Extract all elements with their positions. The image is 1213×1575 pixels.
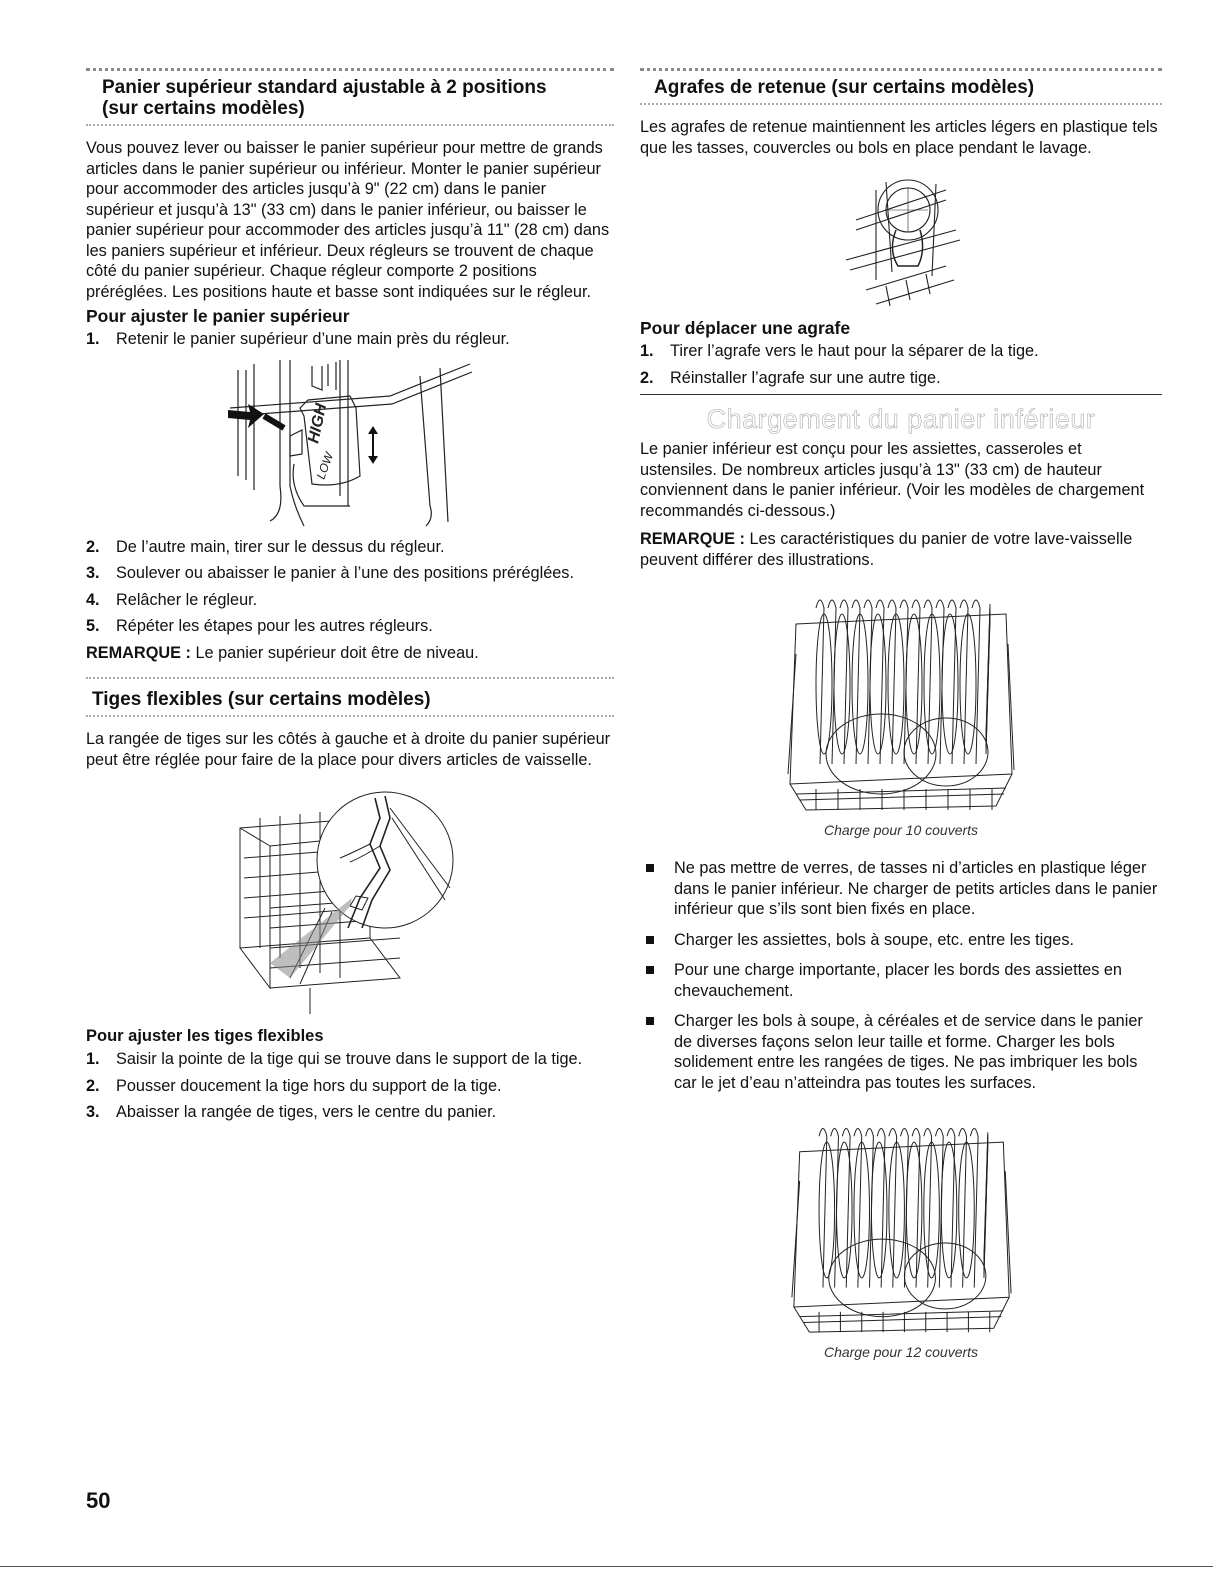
note-text: Les caractéristiques du panier de votre lave-vaisselle peuvent différer des illustrations.	[640, 530, 1133, 569]
section-bottom-rule	[86, 124, 614, 126]
note-niveau	[86, 643, 614, 664]
step-text: Saisir la pointe de la tige qui se trouve dans le support de la tige.	[116, 1050, 583, 1068]
rack-12-place-illustration	[779, 1113, 1024, 1338]
title-line-2: (sur certains modèles)	[102, 98, 305, 119]
step-item	[86, 563, 614, 584]
step-number: 2.	[86, 1076, 100, 1095]
step-text: Tirer l’agrafe vers le haut pour la séparer de la tige.	[670, 342, 1039, 360]
bullet-text: Pour une charge importante, placer les bords des assiettes en chevauchement.	[674, 961, 1122, 1000]
caption-10-couverts: Charge pour 10 couverts	[823, 822, 979, 838]
step-number: 4.	[86, 590, 100, 609]
bullet-icon	[646, 966, 654, 974]
step-text: Réinstaller l’agrafe sur une autre tige.	[670, 368, 941, 387]
page-number: 50	[86, 1488, 111, 1513]
bullet-item	[640, 858, 1162, 920]
body-agrafes: Les agrafes de retenue maintiennent les articles légers en plastique tels que les tasses, couvercles ou bols en place pendant le lavage.	[640, 118, 1158, 157]
loading-tips-list	[640, 858, 1162, 1093]
flexible-tines-illustration	[230, 788, 470, 1018]
note-text: Le panier supérieur doit être de niveau.	[190, 643, 479, 662]
step-text: Retenir le panier supérieur d’une main près du régleur.	[116, 330, 510, 348]
section-title-chargement: Chargement du panier inférieur	[706, 404, 1096, 434]
bullet-text: Ne pas mettre de verres, de tasses ni d’articles en plastique léger dans le panier inférieur. Ne charger de petits articles dans le panier inférieur que s’ils sont bien fixés en place.	[674, 859, 1158, 918]
step-item	[86, 1102, 614, 1123]
section-title-panier-superieur	[102, 77, 614, 119]
bullet-icon	[646, 936, 654, 944]
note-caracteristiques	[640, 529, 1162, 570]
step-number: 2.	[86, 537, 100, 556]
footer-rule	[0, 1566, 1213, 1567]
step-text: Abaisser la rangée de tiges, vers le centre du panier.	[116, 1103, 497, 1121]
section-top-rule	[86, 68, 614, 71]
step-item	[86, 537, 614, 558]
bullet-icon	[646, 1017, 654, 1025]
step-item	[640, 341, 1162, 362]
step-text: De l’autre main, tirer sur le dessus du régleur.	[116, 537, 445, 556]
note-label: REMARQUE :	[640, 530, 745, 548]
section-divider	[640, 394, 1162, 395]
step-number: 1.	[640, 342, 654, 360]
subtitle-deplacer-agrafe: Pour déplacer une agrafe	[640, 318, 851, 338]
step-number: 5.	[86, 617, 100, 635]
step-text: Relâcher le régleur.	[116, 590, 258, 609]
step-number: 3.	[86, 564, 100, 582]
rack-10-place-illustration	[776, 584, 1026, 816]
label-high: HIGH	[305, 401, 331, 445]
body-panier-superieur: Vous pouvez lever ou baisser le panier supérieur pour mettre de grands articles dans le panier supérieur ou inférieur. Monter le panier supérieur pour accommoder des articles jusqu’à 9" (22 cm) dans le panier supérieur et jusqu’à 13" (33 cm) dans le panier inférieur, ou baisser le panier supérieur pour accommoder des articles jusqu’à 11" (28 cm) dans les paniers supérieur et inférieur. Deux régleurs se trouvent de chaque côté du panier supérieur. Chaque régleur comporte 2 positions préréglées. Les positions haute et basse sont indiquées sur le régleur.	[86, 139, 610, 301]
step-item	[86, 590, 614, 611]
step-number: 2.	[640, 368, 654, 387]
body-chargement: Le panier inférieur est conçu pour les assiettes, casseroles et ustensiles. De nombreux articles jusqu’à 13" (33 cm) de hauteur conviennent dans le panier inférieur. (Voir les modèles de chargement recommandés ci-dessous.)	[640, 440, 1145, 520]
section-top-rule	[640, 68, 1162, 71]
step-text: Répéter les étapes pour les autres régleurs.	[116, 617, 433, 635]
title-line-1: Panier supérieur standard ajustable à 2 positions	[102, 77, 547, 98]
section-title-agrafes: Agrafes de retenue (sur certains modèles)	[654, 77, 1035, 98]
steps-list-tiges	[86, 1049, 614, 1123]
section-top-rule	[86, 677, 614, 679]
steps-list-agrafe	[640, 341, 1162, 388]
step-number: 1.	[86, 1050, 100, 1068]
note-label: REMARQUE :	[86, 643, 191, 662]
step-item	[640, 368, 1162, 389]
subtitle-ajuster-tiges: Pour ajuster les tiges flexibles	[86, 1027, 324, 1045]
label-low: LOW	[313, 450, 337, 481]
section-title-tiges-flexibles: Tiges flexibles (sur certains modèles)	[92, 689, 431, 710]
step-item	[86, 329, 614, 350]
step-item	[86, 616, 614, 637]
step-item	[86, 1049, 614, 1070]
bullet-text: Charger les assiettes, bols à soupe, etc. entre les tiges.	[674, 930, 1075, 949]
caption-12-couverts: Charge pour 12 couverts	[823, 1344, 979, 1360]
steps-list-1	[86, 329, 614, 350]
bullet-item	[640, 960, 1162, 1001]
bullet-item	[640, 930, 1162, 951]
step-number: 3.	[86, 1103, 100, 1121]
step-text: Pousser doucement la tige hors du support de la tige.	[116, 1076, 502, 1095]
left-column	[86, 68, 614, 1129]
section-bottom-rule	[640, 103, 1162, 105]
step-number: 1.	[86, 330, 100, 348]
retaining-clip-illustration	[836, 170, 966, 310]
bullet-item	[640, 1011, 1162, 1093]
step-item	[86, 1076, 614, 1097]
adjuster-illustration	[220, 356, 480, 531]
body-tiges-flexibles: La rangée de tiges sur les côtés à gauche et à droite du panier supérieur peut être réglée pour faire de la place pour divers articles de vaisselle.	[86, 730, 611, 769]
step-text: Soulever ou abaisser le panier à l’une des positions préréglées.	[116, 564, 574, 582]
section-bottom-rule	[86, 715, 614, 717]
steps-list-2	[86, 537, 614, 637]
bullet-icon	[646, 864, 654, 872]
right-column	[640, 68, 1162, 1360]
subtitle-ajuster-panier: Pour ajuster le panier supérieur	[86, 306, 350, 326]
bullet-text: Charger les bols à soupe, à céréales et de service dans le panier de diverses façons selon leur taille et forme. Charger les bols solidement entre les rangées de tiges. Ne pas imbriquer les bols car le jet d’eau n’atteindra pas toutes les surfaces.	[674, 1012, 1143, 1092]
